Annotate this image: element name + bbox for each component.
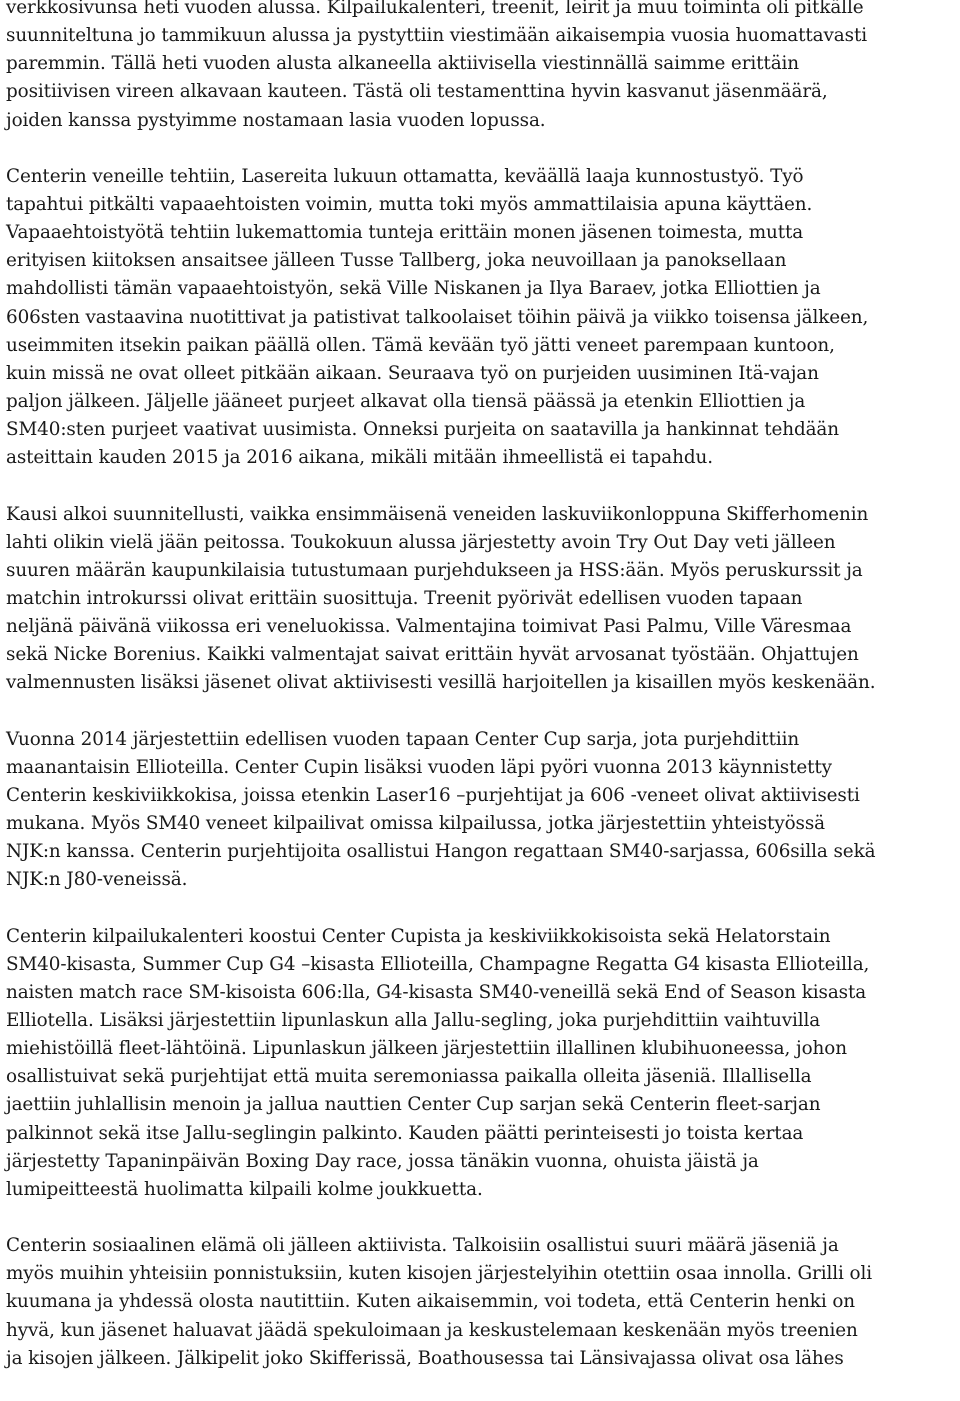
paragraph-boat-maintenance bbox=[6, 163, 960, 473]
paragraph-race-calendar bbox=[6, 923, 960, 1205]
text-line: erityisen kiitoksen ansaitsee jälleen Tusse Tallberg, joka neuvoillaan ja panoksellaan bbox=[6, 250, 787, 272]
text-line: 606sten vastaavina nuotittivat ja patistivat talkoolaiset töihin päivä ja viikko toisensa jälkeen, bbox=[6, 306, 869, 328]
text-line: Centerin kilpailukalenteri koostui Center Cupista ja keskiviikkokisoista sekä Helatorstain bbox=[6, 925, 831, 947]
text-line: osallistuivat sekä purjehtijat että muita seremoniassa paikalla olleita jäseniä. Illallisella bbox=[6, 1066, 812, 1088]
text-line: SM40-kisasta, Summer Cup G4 –kisasta Ellioteilla, Champagne Regatta G4 kisasta Ellioteilla, bbox=[6, 953, 870, 975]
text-line: maanantaisin Ellioteilla. Center Cupin lisäksi vuoden läpi pyöri vuonna 2013 käynnistetty bbox=[6, 756, 832, 778]
paragraph-season-start bbox=[6, 501, 960, 698]
text-line: mahdollisti tämän vapaaehtoistyön, sekä Ville Niskanen ja Ilya Baraev, jotka Elliottien ja bbox=[6, 278, 821, 300]
text-line: Centerin veneille tehtiin, Lasereita lukuun ottamatta, keväällä laaja kunnostustyö. Työ bbox=[6, 165, 804, 187]
text-line: myös muihin yhteisiin ponnistuksiin, kuten kisojen järjestelyihin otettiin osaa innolla. Grilli oli bbox=[6, 1263, 873, 1285]
text-line: hyvä, kun jäsenet haluavat jäädä spekuloimaan ja keskustelemaan keskenään myös treenien bbox=[6, 1319, 858, 1341]
text-line: neljänä päivänä viikossa eri veneluokissa. Valmentajina toimivat Pasi Palmu, Ville Väresmaa bbox=[6, 616, 852, 638]
text-line: tapahtui pitkälti vapaaehtoisten voimin, mutta toki myös ammattilaisia apuna käyttäen. bbox=[6, 193, 813, 215]
text-line: asteittain kauden 2015 ja 2016 aikana, mikäli mitään ihmeellistä ei tapahdu. bbox=[6, 447, 713, 469]
text-line: valmennusten lisäksi jäsenet olivat aktiivisesti vesillä harjoitellen ja kisaillen myös keskenään. bbox=[6, 672, 876, 694]
text-line: useimmiten itsekin paikan päällä ollen. Tämä kevään työ jätti veneet parempaan kuntoon, bbox=[6, 334, 835, 356]
text-line: verkkosivunsa heti vuoden alussa. Kilpailukalenteri, treenit, leirit ja muu toiminta oli pitkälle bbox=[6, 0, 864, 18]
document-page bbox=[6, 0, 960, 1401]
text-line: Elliotella. Lisäksi järjestettiin lipunlaskun alla Jallu-segling, joka purjehdittiin vaihtuvilla bbox=[6, 1010, 821, 1031]
text-line: NJK:n J80-veneissä. bbox=[6, 869, 188, 891]
text-line: paremmin. Tällä heti vuoden alusta alkaneella aktiivisella viestinnällä saimme erittäin bbox=[6, 53, 800, 75]
text-line: Kausi alkoi suunnitellusti, vaikka ensimmäisenä veneiden laskuviikonloppuna Skifferhomenin bbox=[6, 503, 869, 525]
text-line: sekä Nicke Borenius. Kaikki valmentajat saivat erittäin hyvät arvosanat työstään. Ohjattujen bbox=[6, 644, 859, 666]
text-line: ja kisojen jälkeen. Jälkipelit joko Skifferissä, Boathousessa tai Länsivajassa olivat osa lähes bbox=[6, 1347, 844, 1369]
text-line: miehistöillä fleet-lähtöinä. Lipunlaskun jälkeen järjestettiin illallinen klubihuoneessa, johon bbox=[6, 1038, 847, 1060]
text-line: naisten match race SM-kisoista 606:lla, G4-kisasta SM40-veneillä sekä End of Season kisasta bbox=[6, 981, 867, 1003]
text-line: lumipeitteestä huolimatta kilpaili kolme joukkuetta. bbox=[6, 1178, 483, 1200]
text-line: kuin missä ne ovat olleet pitkään aikaan. Seuraava työ on purjeiden uusiminen Itä-vajan bbox=[6, 362, 819, 384]
text-line: suuren määrän kaupunkilaisia tutustumaan purjehdukseen ja HSS:ään. Myös peruskurssit ja bbox=[6, 559, 863, 581]
text-line: Vapaaehtoistyötä tehtiin lukemattomia tunteja erittäin monen jäsenen toimesta, mutta bbox=[6, 222, 804, 244]
text-line: palkinnot sekä itse Jallu-seglingin palkinto. Kauden päätti perinteisesti jo toista kertaa bbox=[6, 1122, 804, 1144]
text-line: mukana. Myös SM40 veneet kilpailivat omissa kilpailussa, jotka järjestettiin yhteistyössä bbox=[6, 813, 826, 835]
text-line: paljon jälkeen. Jäljelle jääneet purjeet alkavat olla tiensä päässä ja etenkin Elliottien ja bbox=[6, 391, 806, 413]
paragraph-social-life bbox=[6, 1232, 960, 1373]
text-line: NJK:n kanssa. Centerin purjehtijoita osallistui Hangon regattaan SM40-sarjassa, 606silla sekä bbox=[6, 841, 876, 863]
paragraph-center-cup bbox=[6, 726, 960, 895]
text-line: joiden kanssa pystyimme nostamaan lasia vuoden lopussa. bbox=[6, 109, 546, 131]
text-line: SM40:sten purjeet vaativat uusimista. Onneksi purjeita on saatavilla ja hankinnat tehdään bbox=[6, 419, 839, 441]
text-line: Centerin keskiviikkokisa, joissa etenkin Laser16 –purjehtijat ja 606 -veneet olivat aktiivisesti bbox=[6, 784, 860, 806]
text-line: Centerin sosiaalinen elämä oli jälleen aktiivista. Talkoisiin osallistui suuri määrä jäseniä ja bbox=[6, 1235, 839, 1257]
text-line: positiivisen vireen alkavaan kauteen. Tästä oli testamenttina hyvin kasvanut jäsenmäärä, bbox=[6, 81, 828, 103]
text-line: jaettiin juhlallisin menoin ja jallua nauttien Center Cup sarjan sekä Centerin fleet-sarjan bbox=[6, 1094, 821, 1116]
text-line: järjestetty Tapaninpäivän Boxing Day race, jossa tänäkin vuonna, ohuista jäistä ja bbox=[6, 1150, 759, 1172]
text-line: suunniteltuna jo tammikuun alussa ja pystyttiin viestimään aikaisempia vuosia huomattavasti bbox=[6, 25, 867, 47]
text-line: Vuonna 2014 järjestettiin edellisen vuoden tapaan Center Cup sarja, jota purjehdittiin bbox=[6, 728, 800, 750]
text-line: matchin introkurssi olivat erittäin suosittuja. Treenit pyörivät edellisen vuoden tapaan bbox=[6, 587, 803, 609]
text-line: lahti olikin vielä jään peitossa. Toukokuun alussa järjestetty avoin Try Out Day veti jälleen bbox=[6, 531, 836, 553]
text-line: kuumana ja yhdessä olosta nautittiin. Kuten aikaisemmin, voi todeta, että Centerin henki on bbox=[6, 1291, 855, 1313]
paragraph-communication bbox=[6, 0, 960, 135]
